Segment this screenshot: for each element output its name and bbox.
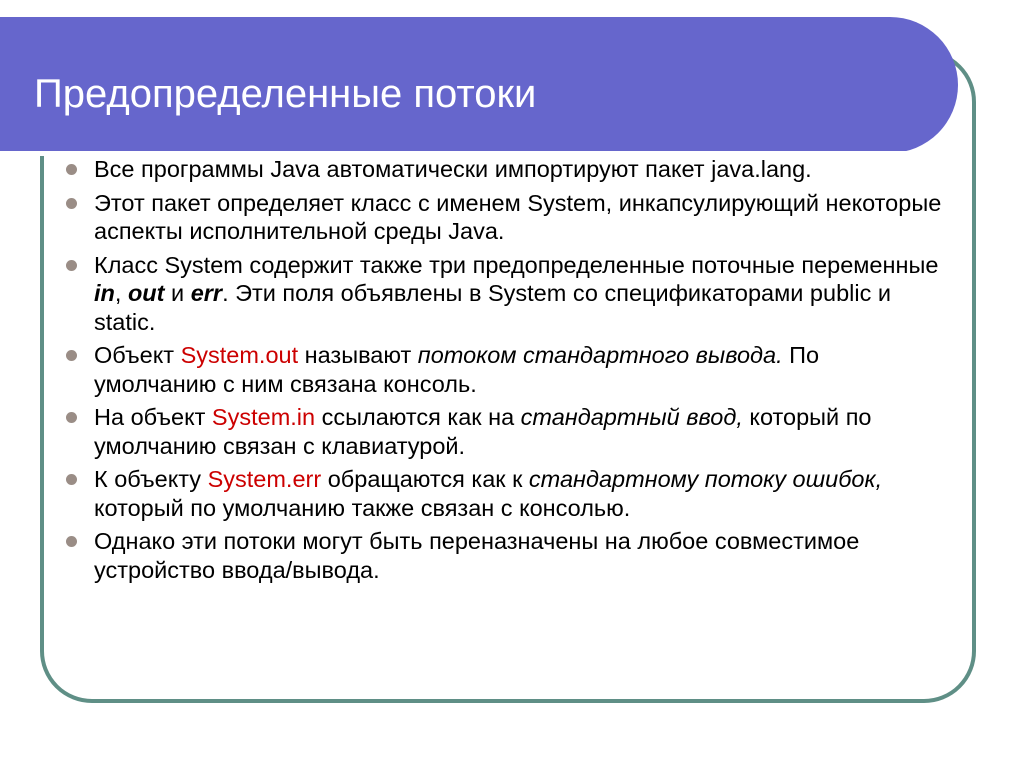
bullet-text-fragment: Объект <box>94 342 181 368</box>
bullet-text-fragment: и <box>164 280 191 306</box>
bullet-text-fragment: Однако эти потоки могут быть переназначены на любое совместимое устройство ввода/вывода. <box>94 528 860 583</box>
bullet-text-fragment: К объекту <box>94 466 208 492</box>
bullet-item <box>64 403 944 460</box>
bullet-item <box>64 527 944 584</box>
bullet-text-fragment: По умолчанию с ним связана консоль. <box>94 342 820 397</box>
bullet-text-fragment: ссылаются как на <box>315 404 521 430</box>
bullet-text-fragment: , <box>114 280 128 306</box>
bullet-text-fragment: err <box>190 280 223 306</box>
bullet-text-fragment: System.in <box>211 404 316 430</box>
bullet-text-fragment: . Эти поля объявлены в System со спецификаторами public и static. <box>94 280 891 335</box>
bullet-text-fragment: Этот пакет определяет класс с именем System, инкапсулирующий некоторые аспекты исполнительной среды Java. <box>94 189 942 244</box>
bullet-dot-icon <box>66 474 77 485</box>
bullet-item <box>64 341 944 398</box>
bullet-text-fragment: который по умолчанию связан с клавиатурой. <box>94 404 872 459</box>
title-band <box>0 17 958 153</box>
bullet-text-fragment: стандартный ввод, <box>520 404 743 430</box>
bullet-text-fragment: обращаются как к <box>321 466 529 492</box>
bullet-dot-icon <box>66 412 77 423</box>
bullet-text-fragment: out <box>127 280 165 306</box>
bullet-dot-icon <box>66 164 77 175</box>
bullet-list <box>64 155 944 589</box>
bullet-text-fragment: System.out <box>180 342 299 368</box>
bullet-dot-icon <box>66 260 77 271</box>
bullet-item <box>64 189 944 246</box>
bullet-item <box>64 465 944 522</box>
bullet-text-fragment: in <box>94 280 115 306</box>
bullet-text-fragment: потоком стандартного вывода. <box>417 342 783 368</box>
bullet-item <box>64 251 944 337</box>
bullet-text-fragment: System.err <box>207 466 322 492</box>
bullet-text-fragment: Класс System содержит также три предопределенные поточные переменные <box>94 251 939 278</box>
bullet-text-fragment: На объект <box>94 404 212 430</box>
bullet-text-fragment: Все программы Java автоматически импортируют пакет java.lang. <box>94 156 812 182</box>
bullet-text-fragment: который по умолчанию также связан с консолью. <box>94 494 631 521</box>
bullet-dot-icon <box>66 350 77 361</box>
slide-title: Предопределенные потоки <box>34 72 537 116</box>
bullet-item <box>64 155 944 184</box>
bullet-dot-icon <box>66 536 77 547</box>
bullet-dot-icon <box>66 198 77 209</box>
bullet-text-fragment: стандартному потоку ошибок, <box>528 466 883 492</box>
bullet-text-fragment: называют <box>298 342 418 368</box>
